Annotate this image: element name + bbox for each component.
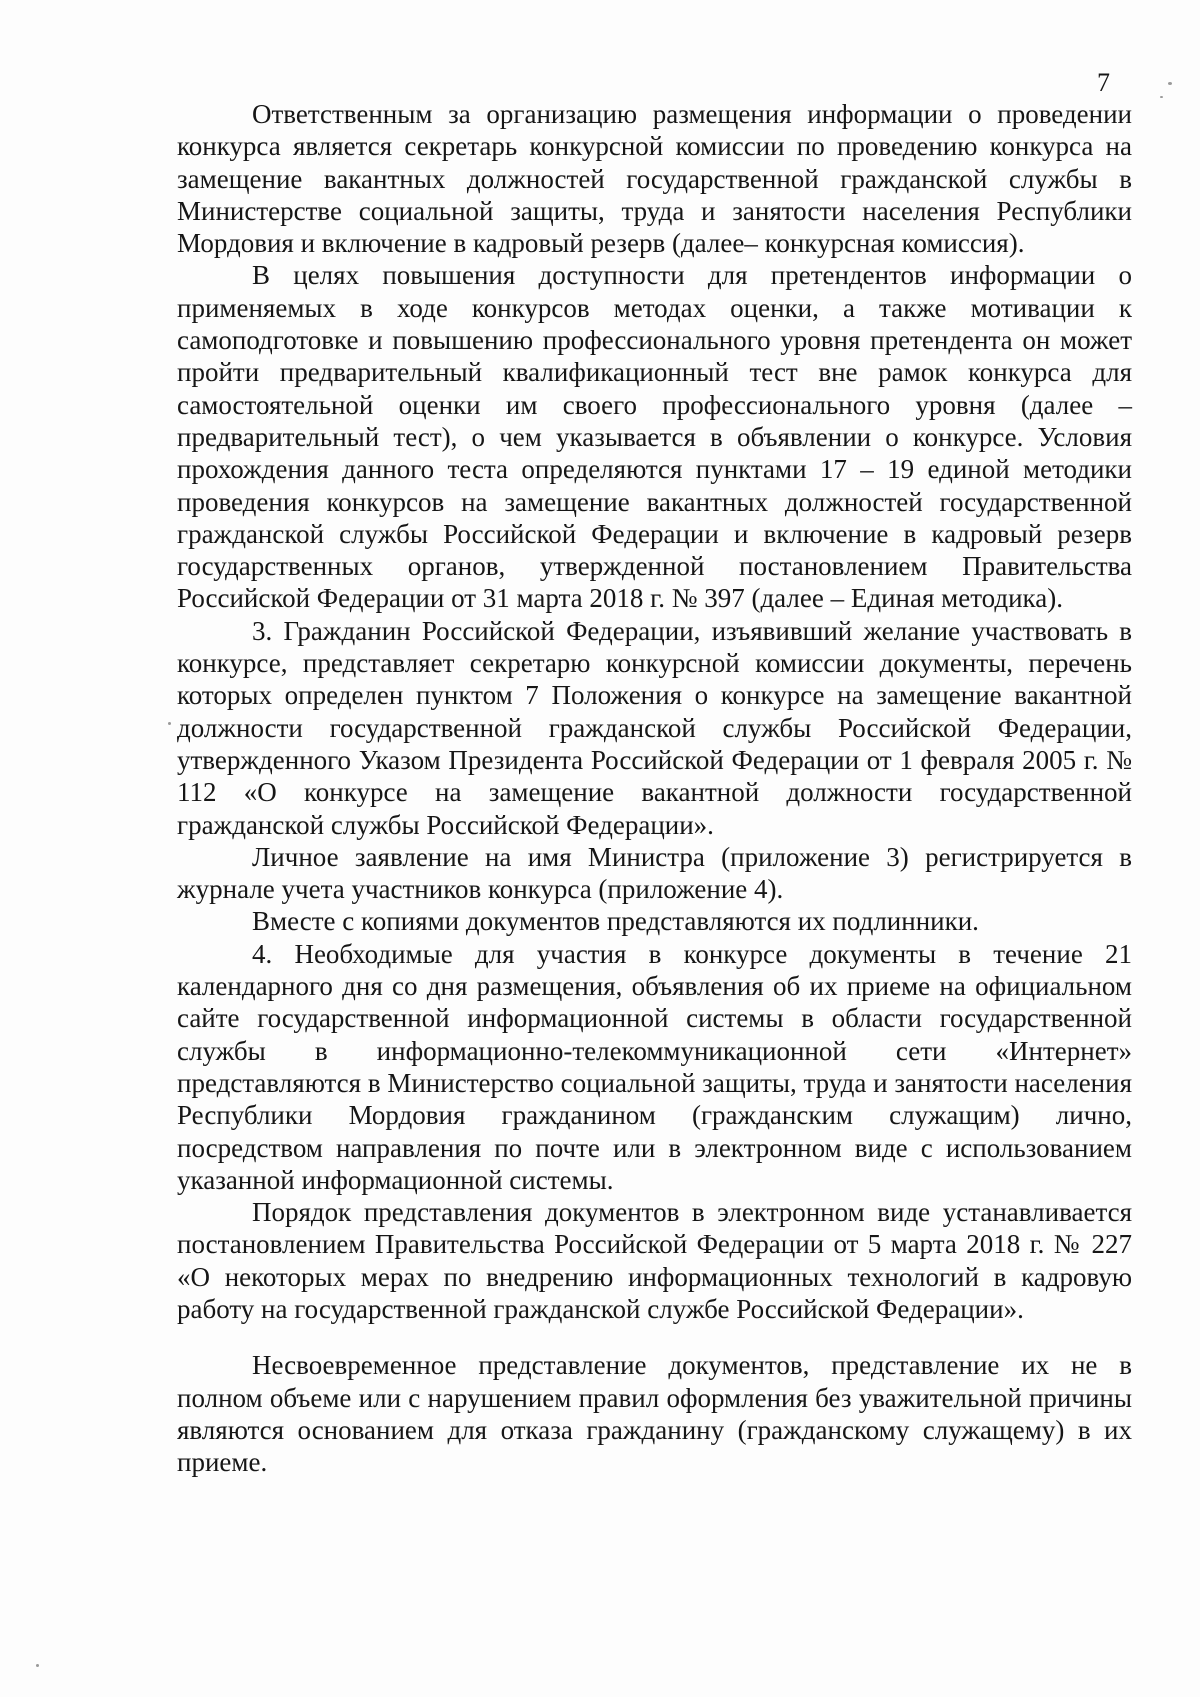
- scan-speck: [1160, 96, 1163, 98]
- paragraph-responsible-secretary: Ответственным за организацию размещения информации о проведении конкурса является секретарь конкурсной комиссии по проведению конкурса на замещение вакантных должностей государственной гражданской службы в Министерстве социальной защиты, труда и занятости населения Республики Мордовия и включение в кадровый резерв (далее– конкурсная комиссия).: [177, 99, 1132, 259]
- paragraph-personal-application: Личное заявление на имя Министра (приложение 3) регистрируется в журнале учета участников конкурса (приложение 4).: [177, 841, 1132, 905]
- paragraph-preliminary-test: В целях повышения доступности для претендентов информации о применяемых в ходе конкурсов методах оценки, а также мотивации к самоподготовке и повышению профессионального уровня претендента он может пройти предварительный квалификационный тест вне рамок конкурса для самостоятельной оценки им своего профессионального уровня (далее – предварительный тест), о чем указывается в объявлении о конкурсе. Условия прохождения данного теста определяются пунктами 17 – 19 единой методики проведения конкурсов на замещение вакантных должностей государственной гражданской службы Российской Федерации и включение в кадровый резерв государственных органов, утвержденной постановлением Правительства Российской Федерации от 31 марта 2018 г. № 397 (далее – Единая методика).: [177, 260, 1132, 614]
- page-number: 7: [1097, 68, 1110, 97]
- paragraph-item-4-submission: 4. Необходимые для участия в конкурсе документы в течение 21 календарного дня со дня размещения, объявления об их приеме на официальном сайте государственной информационной системы в области государственной службы в информационно-телекоммуникационной сети «Интернет» представляются в Министерство социальной защиты, труда и занятости населения Республики Мордовия гражданином (гражданским служащим) лично, посредством направления по почте или в электронном виде с использованием указанной информационной системы.: [177, 938, 1132, 1195]
- scan-speck: [1168, 82, 1172, 85]
- paragraph-item-3-documents: 3. Гражданин Российской Федерации, изъявивший желание участвовать в конкурсе, представляет секретарю конкурсной комиссии документы, перечень которых определен пунктом 7 Положения о конкурсе на замещение вакантной должности государственной гражданской службы Российской Федерации, утвержденного Указом Президента Российской Федерации от 1 февраля 2005 г. № 112 «О конкурсе на замещение вакантной должности государственной гражданской службы Российской Федерации».: [177, 615, 1132, 840]
- paragraph-electronic-procedure: Порядок представления документов в электронном виде устанавливается постановлением Правительства Российской Федерации от 5 марта 2018 г. № 227 «О некоторых мерах по внедрению информационных технологий в кадровую работу на государственной гражданской службе Российской Федерации».: [177, 1197, 1132, 1324]
- document-body: [177, 98, 1132, 1478]
- scan-speck: [168, 722, 171, 725]
- scan-speck: [36, 1664, 39, 1667]
- paragraph-originals: Вместе с копиями документов представляются их подлинники.: [252, 906, 979, 937]
- paragraph-refusal-grounds: Несвоевременное представление документов, представление их не в полном объеме или с нарушением правил оформления без уважительной причины являются основанием для отказа гражданину (гражданскому служащему) в их приеме.: [177, 1350, 1132, 1478]
